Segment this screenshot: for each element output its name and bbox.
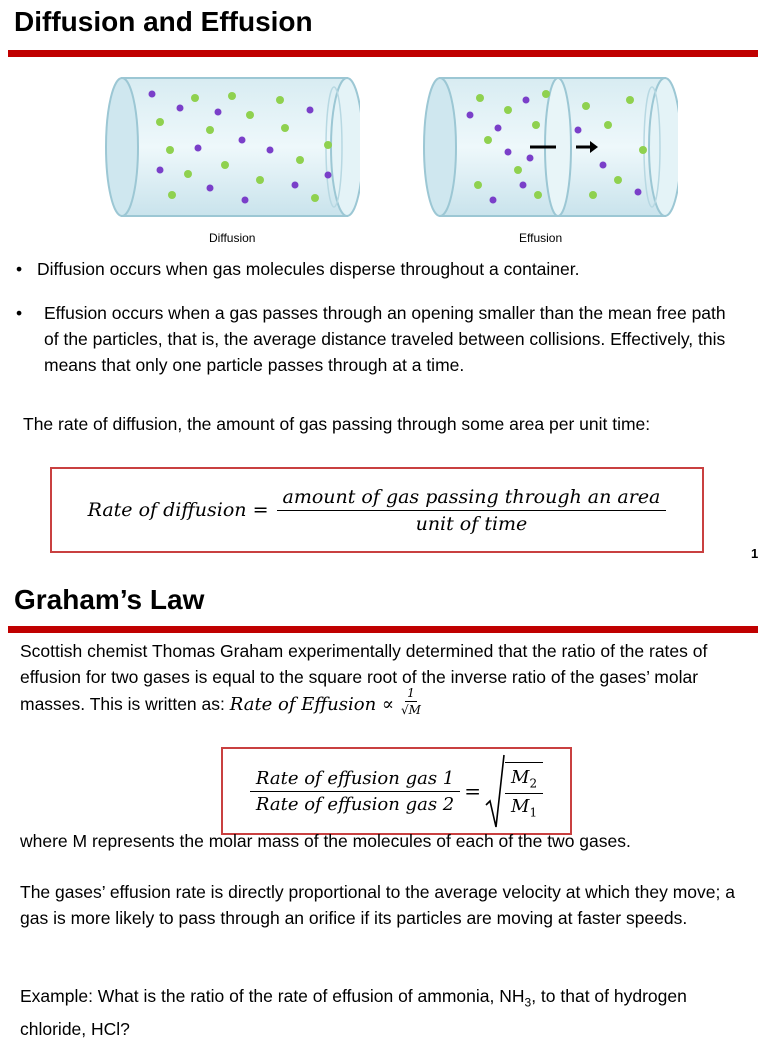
bullet-text-effusion: Effusion occurs when a gas passes through an opening smaller than the mean free path of the particles, that is, the average distance traveled between collisions. Effectively, this means that only one particle passes through at a time. [44, 303, 726, 375]
bullet-item [16, 300, 746, 378]
effusion-caption: Effusion [519, 231, 563, 245]
equation-equals: = [464, 779, 482, 803]
equation-mass-ratio [505, 762, 543, 819]
example-text-prefix: Example: What is the ratio of the rate of effusion of ammonia, NH [20, 986, 525, 1006]
graham-intro-text: Scottish chemist Thomas Graham experimentally determined that the ratio of the rates of effusion for two gases is equal to the square root of the inverse ratio of the gases’ molar masses. This is written as: [20, 641, 708, 715]
effusion-illustration [418, 70, 678, 225]
molar-mass-symbol: M [511, 796, 530, 817]
bullet-list [16, 256, 746, 378]
example-subscript: 3 [524, 995, 532, 1010]
title-divider [8, 626, 758, 633]
rate-intro-text: The rate of diffusion, the amount of gas passing through some area per unit time: [23, 414, 651, 434]
example-text-suffix: , to that of hydrogen chloride, HCl? [20, 986, 687, 1039]
bullet-marker: • [16, 303, 23, 323]
equation-numerator: amount of gas passing through an area [277, 486, 667, 511]
graham-intro-paragraph [20, 638, 755, 721]
molar-mass-symbol: M [511, 767, 530, 789]
equation-mass-denominator [505, 794, 543, 820]
title-divider [8, 50, 758, 57]
equation-mass-numerator [505, 767, 543, 794]
bullet-item [16, 256, 746, 282]
rate-of-diffusion-equation [50, 467, 704, 553]
equation-denominator: Rate of effusion gas 2 [255, 793, 455, 815]
equation-lhs: Rate of diffusion = [87, 499, 269, 521]
bullet-marker: • [16, 259, 23, 279]
proportion-fraction [399, 686, 423, 717]
equation-fraction [277, 486, 667, 535]
square-root-sign [485, 753, 505, 829]
molar-mass-subscript: 1 [529, 805, 538, 820]
proportion-denominator: √M [400, 703, 421, 717]
molar-mass-subscript: 2 [529, 777, 538, 791]
example-question [20, 983, 740, 1042]
bullet-text-diffusion: Diffusion occurs when gas molecules disperse throughout a container. [37, 259, 580, 279]
equation-rate-ratio [250, 768, 460, 815]
equation-numerator: Rate of effusion gas 1 [250, 768, 460, 792]
diffusion-illustration [100, 70, 360, 225]
slide2-title: Graham’s Law [14, 584, 205, 615]
page-number: 1 [751, 546, 759, 561]
molar-mass-note: where M represents the molar mass of the molecules of each of the two gases. [20, 831, 631, 851]
proportion-numerator: 1 [407, 686, 415, 700]
velocity-paragraph: The gases’ effusion rate is directly proportional to the average velocity at which they move; a gas is more likely to pass through an orifice if its particles are moving at faster speeds. [20, 882, 735, 928]
slide1-title: Diffusion and Effusion [14, 6, 313, 37]
proportion-lhs: Rate of Effusion ∝ [229, 694, 395, 716]
equation-denominator: unit of time [415, 512, 528, 535]
diffusion-caption: Diffusion [209, 231, 256, 245]
grahams-law-equation [221, 747, 572, 835]
